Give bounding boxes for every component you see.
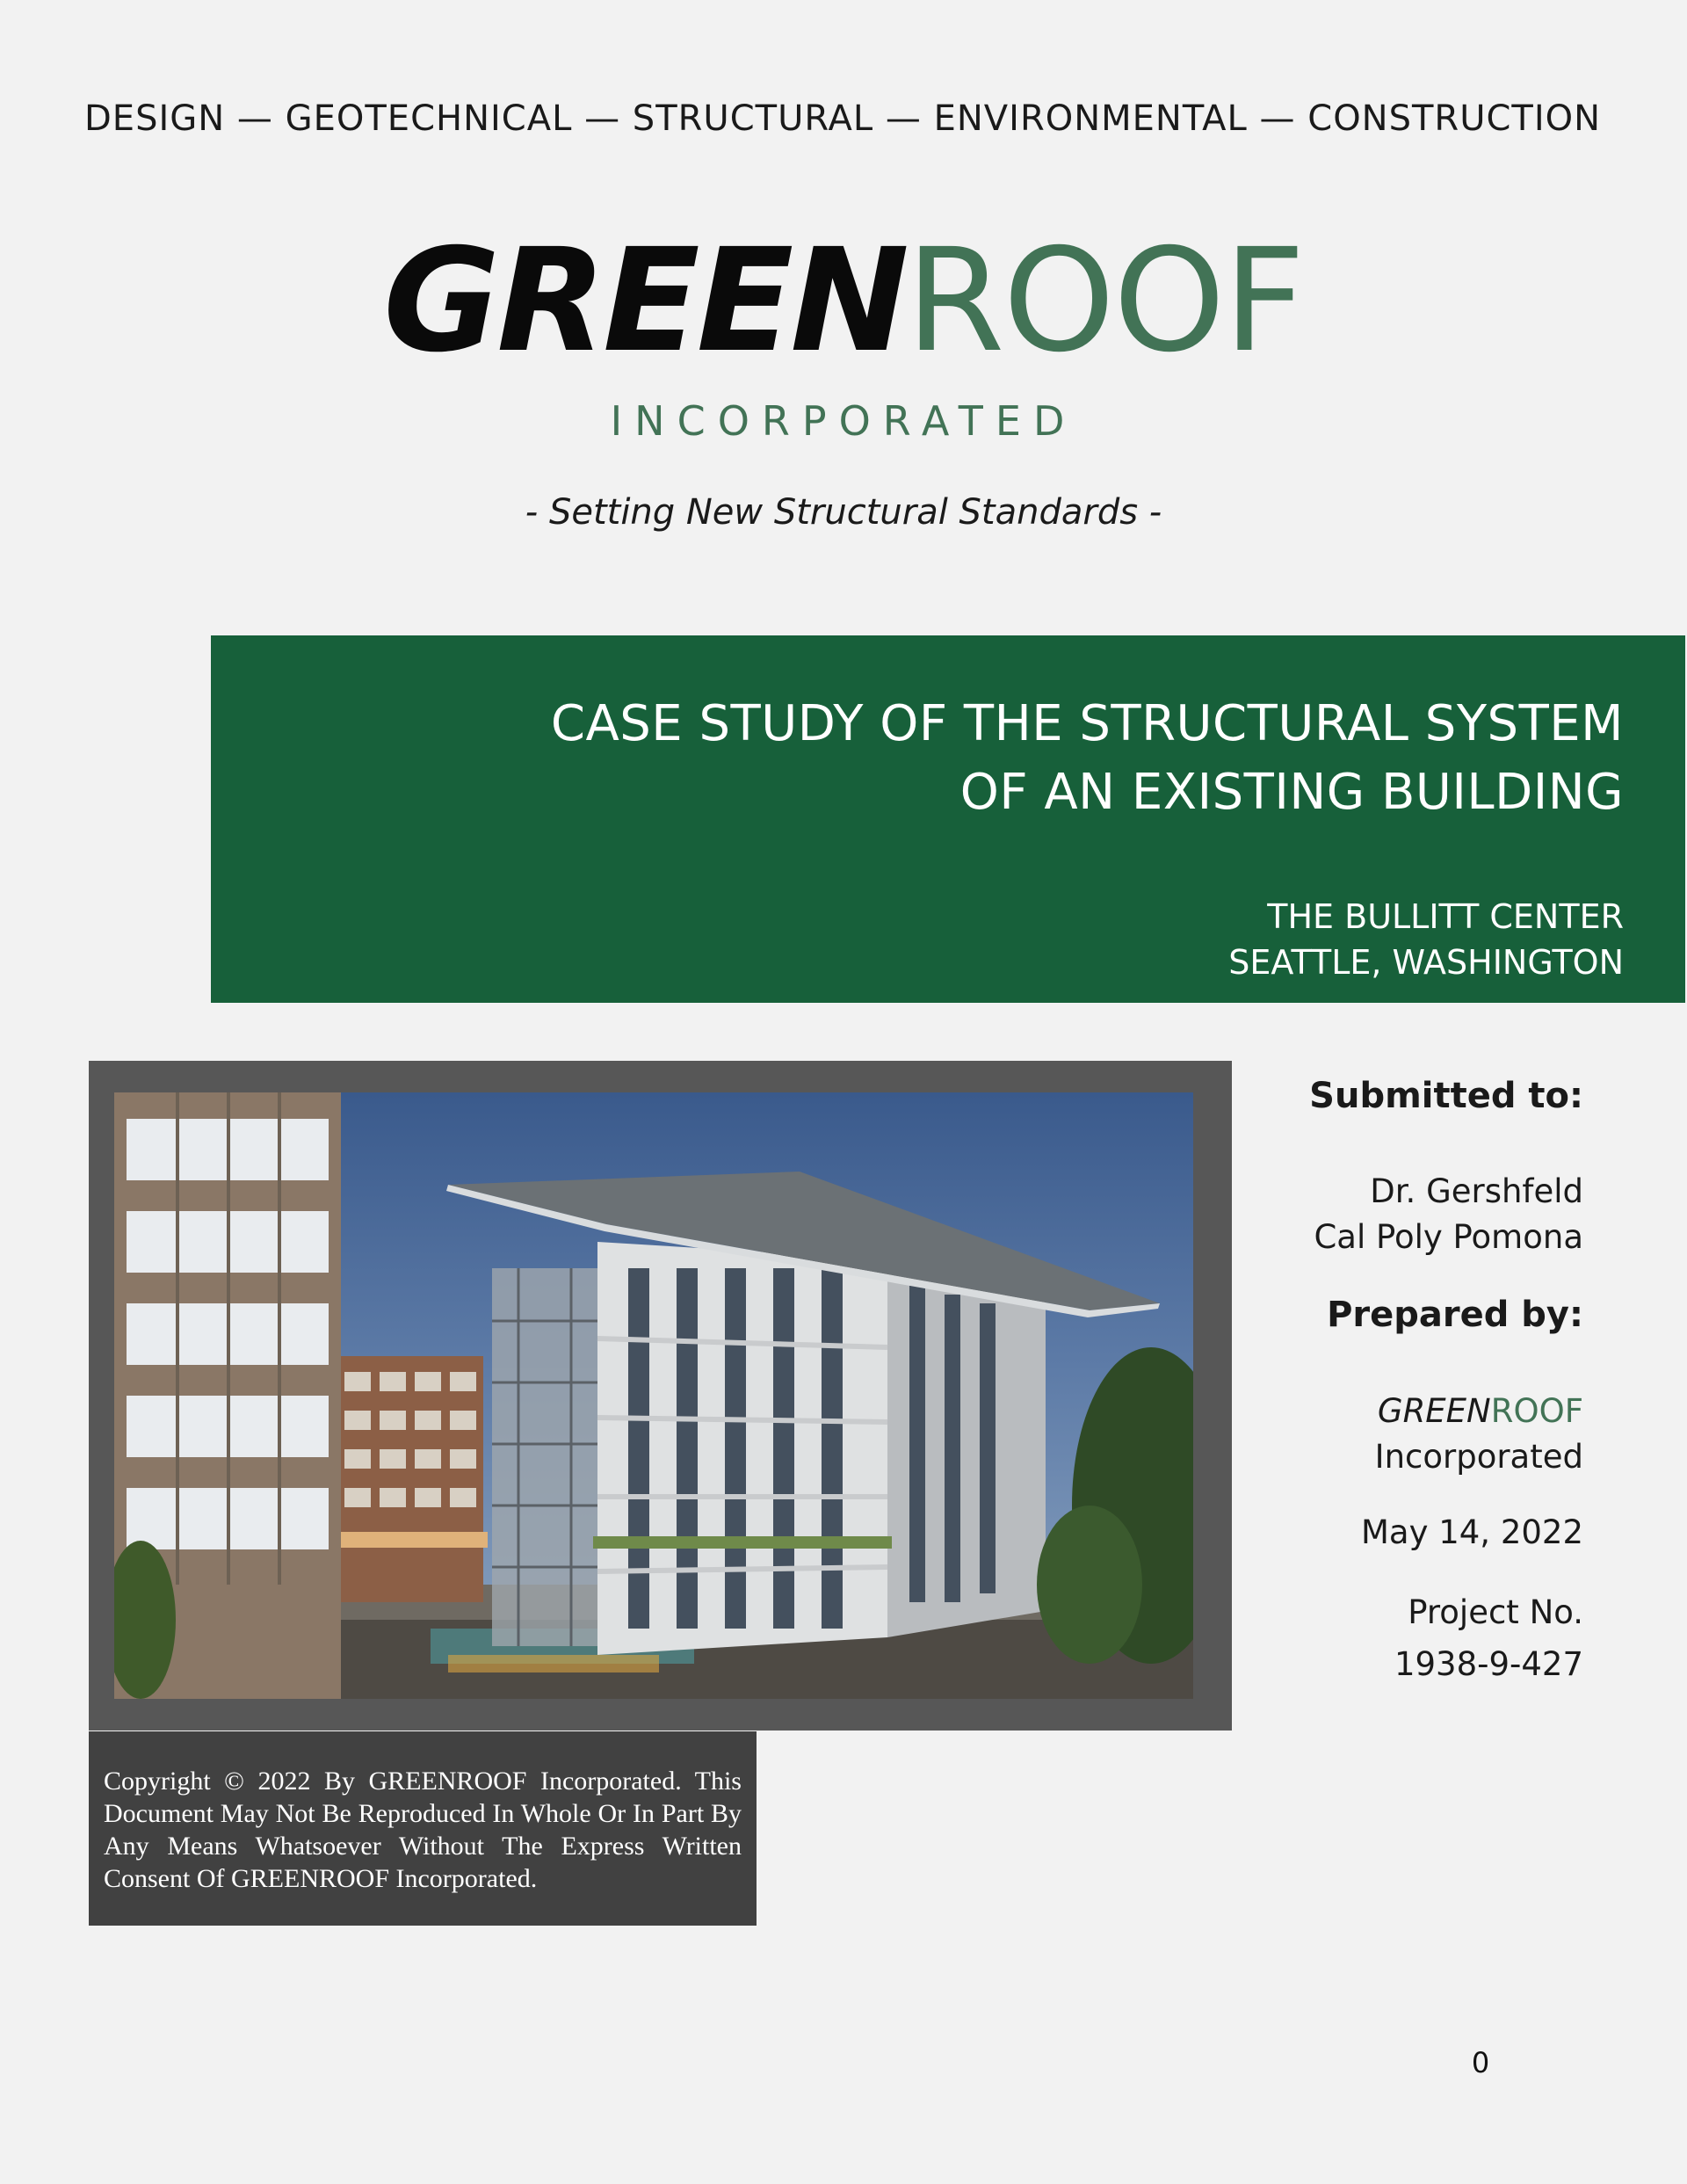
title-banner (211, 635, 1685, 1003)
stair-tower (492, 1268, 597, 1646)
project-number-label: Project No. (1408, 1593, 1583, 1631)
terrace-planting (593, 1536, 892, 1549)
project-number: 1938-9-427 (1394, 1645, 1583, 1683)
prepared-company-green: GREEN (1377, 1392, 1491, 1430)
company-logo (0, 219, 1687, 384)
building-illustration (114, 1092, 1193, 1699)
report-date: May 14, 2022 (1360, 1513, 1583, 1551)
copyright-box (89, 1731, 757, 1926)
project-location: SEATTLE, WASHINGTON (1228, 943, 1624, 982)
prepared-by-company-suffix: Incorporated (1374, 1438, 1583, 1476)
report-title-line-1: CASE STUDY OF THE STRUCTURAL SYSTEM (550, 695, 1624, 752)
building-photo (114, 1092, 1193, 1699)
prepared-by-heading: Prepared by: (1327, 1295, 1583, 1335)
logo-word-green: GREEN (383, 219, 906, 384)
services-header: DESIGN — GEOTECHNICAL — STRUCTURAL — ENVIRONMENTAL — CONSTRUCTION (84, 98, 1602, 139)
logo-subtitle: INCORPORATED (610, 397, 1077, 445)
page-number: 0 (1471, 2046, 1490, 2079)
right-tree-2 (1037, 1506, 1142, 1664)
storefront-awning (338, 1532, 488, 1548)
prepared-by-company (1378, 1389, 1583, 1434)
project-name: THE BULLITT CENTER (1267, 897, 1624, 936)
logo-word-roof: ROOF (905, 219, 1304, 384)
submitted-to-name: Dr. Gershfeld (1370, 1172, 1583, 1210)
company-tagline: - Setting New Structural Standards - (525, 492, 1162, 533)
report-title (551, 690, 1624, 827)
prepared-company-roof: ROOF (1490, 1392, 1583, 1430)
background-building (334, 1356, 483, 1602)
photo-frame (89, 1061, 1232, 1731)
submitted-to-heading: Submitted to: (1309, 1076, 1583, 1116)
bus-blur-yellow (448, 1655, 659, 1672)
copyright-notice: Copyright © 2022 By GREENROOF Incorporated. This Document May Not Be Reproduced In Whole Or In Part By Any Means Whatsoever Without The Express Written Consent Of GREENROOF Incorporated. (104, 1767, 742, 1893)
report-title-line-2: OF AN EXISTING BUILDING (959, 764, 1624, 821)
submitted-to-institution: Cal Poly Pomona (1314, 1218, 1583, 1256)
project-location-block (1228, 894, 1624, 985)
